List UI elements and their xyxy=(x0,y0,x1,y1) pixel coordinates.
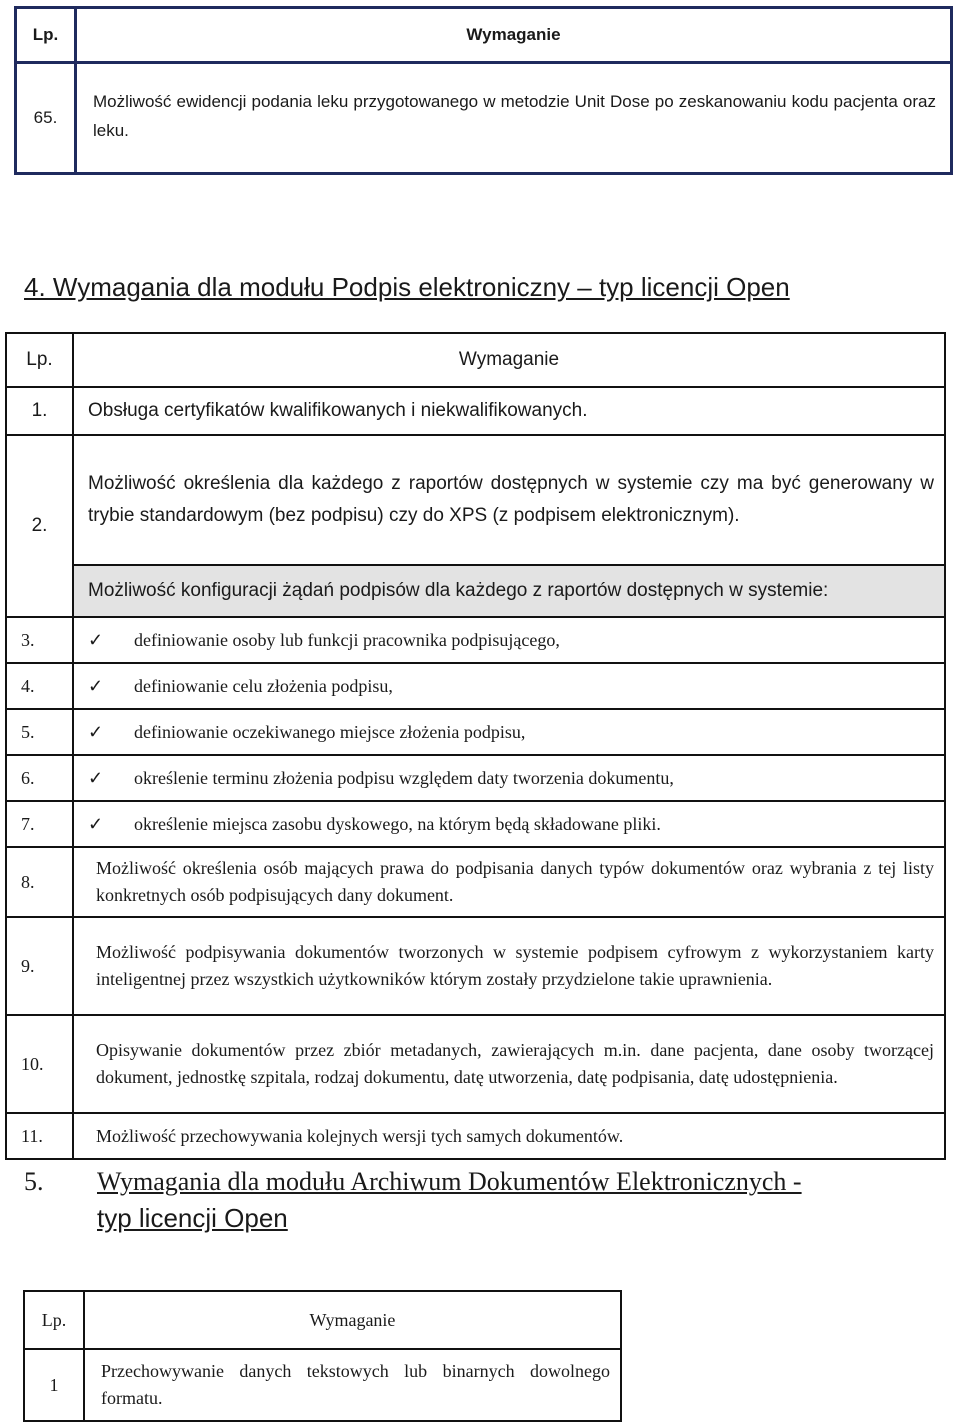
checklist-row xyxy=(6,755,945,801)
check-icon: ✓ xyxy=(88,629,104,650)
checklist-row xyxy=(6,801,945,847)
row-number: 11. xyxy=(6,1113,73,1159)
checklist-text: definiowanie oczekiwanego miejsce złożenia podpisu, xyxy=(134,721,526,742)
checklist-text: określenie miejsca zasobu dyskowego, na którym będą składowane pliki. xyxy=(134,813,661,834)
checklist-text: określenie terminu złożenia podpisu względem daty tworzenia dokumentu, xyxy=(134,767,674,788)
table-row xyxy=(6,387,945,435)
section-number: 5. xyxy=(24,1167,44,1196)
check-icon: ✓ xyxy=(88,767,104,788)
header-lp: Lp. xyxy=(6,333,73,387)
table-header-row xyxy=(24,1291,621,1349)
checklist-item xyxy=(73,617,945,663)
row-text: Przechowywanie danych tekstowych lub binarnych dowolnego formatu. xyxy=(84,1349,621,1421)
row-text: Obsługa certyfikatów kwalifikowanych i niekwalifikowanych. xyxy=(73,387,945,435)
row-text: Możliwość określenia dla każdego z raportów dostępnych w systemie czy ma być generowany w trybie standardowym (bez podpisu) czy do XPS (z podpisem elektronicznym). xyxy=(73,435,945,565)
table-row xyxy=(16,63,952,174)
table-row xyxy=(6,847,945,917)
row-number: 1 xyxy=(24,1349,84,1421)
row-number: 8. xyxy=(6,847,73,917)
header-requirement: Wymaganie xyxy=(73,333,945,387)
row-number: 5. xyxy=(6,709,73,755)
requirements-table-signature xyxy=(5,332,946,1160)
header-requirement: Wymaganie xyxy=(84,1291,621,1349)
checklist-row xyxy=(6,709,945,755)
section-title-line2: typ licencji Open xyxy=(97,1203,288,1233)
checklist-row xyxy=(6,617,945,663)
header-lp: Lp. xyxy=(24,1291,84,1349)
row-number: 3. xyxy=(6,617,73,663)
row-text: Możliwość podpisywania dokumentów tworzonych w systemie podpisem cyfrowym z wykorzystaniem karty inteligentnej przez wszystkich użytkowników którym zostały przydzielone takie uprawnienia. xyxy=(73,917,945,1015)
section-title-line1: Wymagania dla modułu Archiwum Dokumentów Elektronicznych - xyxy=(97,1167,802,1196)
row-number: 65. xyxy=(16,63,76,174)
row-text: Opisywanie dokumentów przez zbiór metadanych, zawierających m.in. dane pacjenta, dane osoby tworzącej dokument, jednostkę szpitala, rodzaj dokumentu, datę utworzenia, datę podpisania, datę udostępnienia. xyxy=(73,1015,945,1113)
checklist-item xyxy=(73,709,945,755)
checklist-item xyxy=(73,663,945,709)
table-row xyxy=(6,917,945,1015)
row-subtext: Możliwość konfiguracji żądań podpisów dla każdego z raportów dostępnych w systemie: xyxy=(73,565,945,617)
checklist-text: definiowanie osoby lub funkcji pracownika podpisującego, xyxy=(134,629,560,650)
row-number: 2. xyxy=(6,435,73,617)
header-lp: Lp. xyxy=(16,8,76,63)
header-requirement: Wymaganie xyxy=(76,8,952,63)
checklist-item xyxy=(73,801,945,847)
check-icon: ✓ xyxy=(88,675,104,696)
row-number: 1. xyxy=(6,387,73,435)
row-text: Możliwość ewidencji podania leku przygotowanego w metodzie Unit Dose po zeskanowaniu kodu pacjenta oraz leku. xyxy=(76,63,952,174)
row-number: 9. xyxy=(6,917,73,1015)
section-heading-4: 4. Wymagania dla modułu Podpis elektroniczny – typ licencji Open xyxy=(24,272,790,302)
checklist-text: definiowanie celu złożenia podpisu, xyxy=(134,675,393,696)
requirements-table-archive xyxy=(23,1290,622,1422)
checklist-row xyxy=(6,663,945,709)
table-header-row xyxy=(6,333,945,387)
table-row xyxy=(6,1015,945,1113)
row-number: 6. xyxy=(6,755,73,801)
check-icon: ✓ xyxy=(88,813,104,834)
table-row xyxy=(6,435,945,565)
table-row xyxy=(6,1113,945,1159)
check-icon: ✓ xyxy=(88,721,104,742)
checklist-item xyxy=(73,755,945,801)
row-text: Możliwość określenia osób mających prawa do podpisania danych typów dokumentów oraz wybrania z tej listy konkretnych osób podpisujących dany dokument. xyxy=(73,847,945,917)
requirements-table-continued xyxy=(14,6,953,175)
row-number: 10. xyxy=(6,1015,73,1113)
table-subrow xyxy=(6,565,945,617)
table-row xyxy=(24,1349,621,1421)
table-header-row xyxy=(16,8,952,63)
row-text: Możliwość przechowywania kolejnych wersji tych samych dokumentów. xyxy=(73,1113,945,1159)
row-number: 7. xyxy=(6,801,73,847)
row-number: 4. xyxy=(6,663,73,709)
